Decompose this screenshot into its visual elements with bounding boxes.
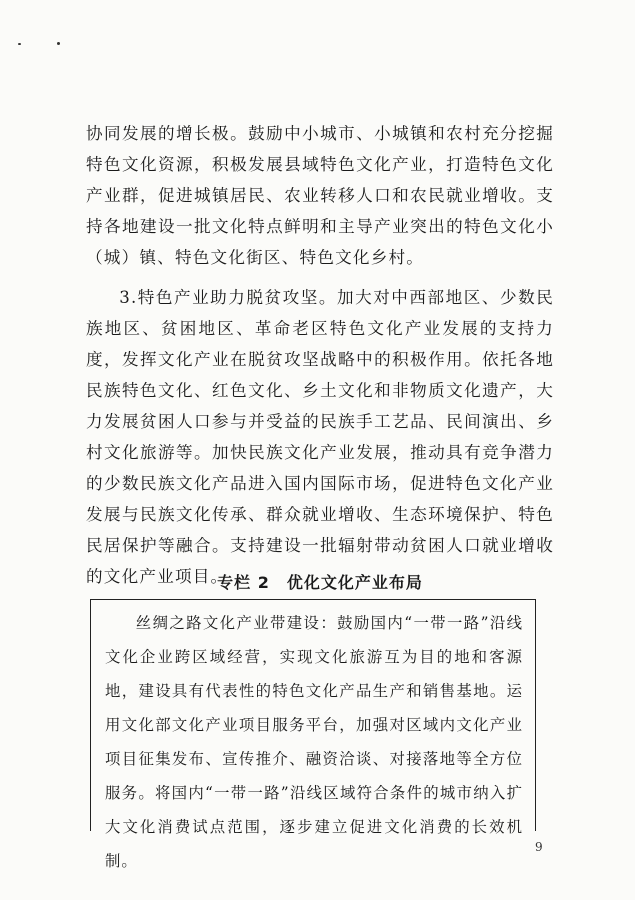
paragraph [86, 282, 554, 592]
paragraph-2: 3.特色产业助力脱贫攻坚。加大对中西部地区、少数民族地区、贫困地区、革命老区特色文化产业发展的支持力度，发挥文化产业在脱贫攻坚战略中的积极作用。依托各地民族特色文化、红色文化、乡土文化和非物质文化遗产，大力发展贫困人口参与并受益的民族手工艺品、民间演出、乡村文化旅游等。加快民族文化产业发展，推动具有竞争潜力的少数民族文化产品进入国内国际市场，促进特色文化产业发展与民族文化传承、群众就业增收、生态环境保护、特色民居保护等融合。支持建设一批辐射带动贫困人口就业增收的文化产业项目。 [86, 288, 554, 586]
paragraph-1: 协同发展的增长极。鼓励中小城市、小城镇和农村充分挖掘特色文化资源，积极发展县域特色文化产业，打造特色文化产业群，促进城镇居民、农业转移人口和农民就业增收。支持各地建设一批文化特点鲜明和主导产业突出的特色文化小（城）镇、特色文化街区、特色文化乡村。 [86, 124, 554, 267]
scan-mark [18, 43, 21, 45]
paragraph [86, 118, 554, 273]
box-title: 专栏 2 优化文化产业布局 [217, 573, 423, 592]
scan-mark [57, 42, 60, 45]
page-number: 9 [535, 840, 543, 854]
box-text: 丝绸之路文化产业带建设：鼓励国内“一带一路”沿线文化企业跨区域经营，实现文化旅游互为目的地和客源地，建设具有代表性的特色文化产品生产和销售基地。运用文化部文化产业项目服务平台，加强对区域内文化产业项目征集发布、宣传推介、融资洽谈、对接落地等全方位服务。将国内“一带一路”沿线区域符合条件的城市纳入扩大文化消费试点范围，逐步建立促进文化消费的长效机制。 [105, 614, 523, 870]
body-text [86, 118, 554, 592]
sidebar-box [90, 599, 536, 870]
